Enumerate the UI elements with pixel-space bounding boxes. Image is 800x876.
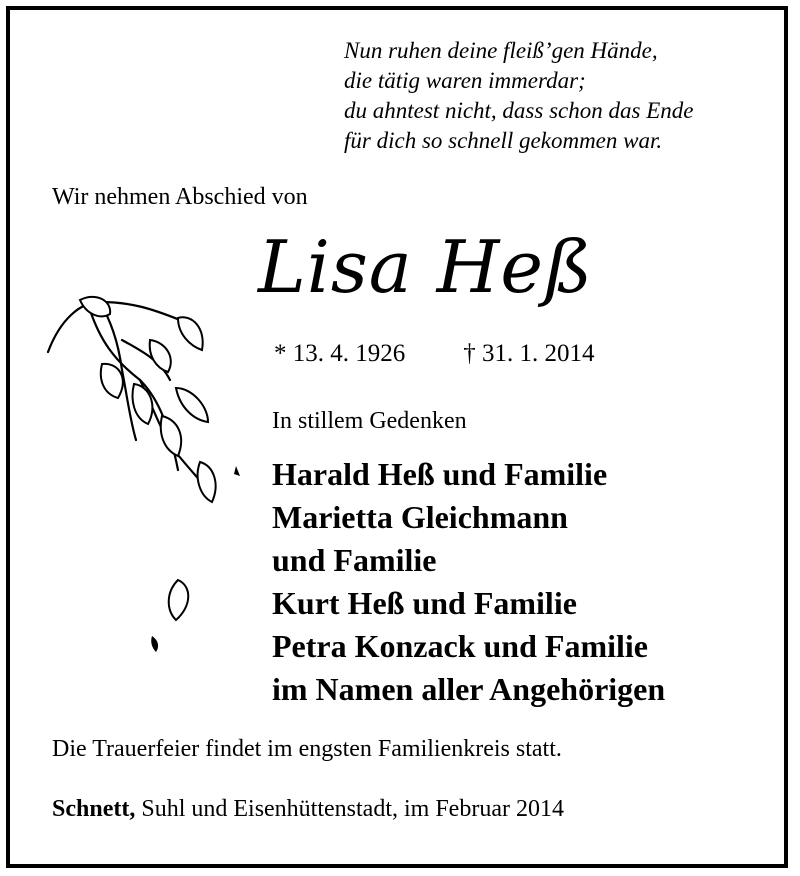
birth-date: * 13. 4. 1926 — [274, 340, 406, 367]
mourners-list — [272, 453, 665, 711]
mourner-line: Harald Heß und Familie — [272, 456, 608, 492]
poem-line: für dich so schnell gekommen war. — [344, 128, 663, 153]
location-rest: Suhl und Eisenhüttenstadt, im Februar 2014 — [135, 796, 564, 822]
poem — [344, 36, 693, 156]
location-bold: Schnett, — [52, 796, 136, 822]
poem-line: Nun ruhen deine fleiß’gen Hände, — [344, 38, 658, 63]
memorial-text: In stillem Gedenken — [272, 408, 467, 434]
poem-line: du ahntest nicht, dass schon das Ende — [344, 98, 694, 123]
poem-line: die tätig waren immerdar; — [344, 68, 586, 93]
mourner-line: im Namen aller Angehörigen — [272, 671, 666, 707]
mourner-line: Kurt Heß und Familie — [272, 585, 577, 621]
death-date: † 31. 1. 2014 — [463, 340, 595, 367]
life-dates — [274, 340, 595, 368]
intro-text: Wir nehmen Abschied von — [52, 184, 308, 210]
funeral-note: Die Trauerfeier findet im engsten Familienkreis statt. — [52, 736, 562, 762]
mourner-line: Petra Konzack und Familie — [272, 628, 648, 664]
deceased-name: Lisa Heß — [258, 225, 594, 309]
birch-branch-icon — [40, 280, 260, 680]
mourner-line: und Familie — [272, 542, 437, 578]
mourner-line: Marietta Gleichmann — [272, 499, 568, 535]
location-date-line — [52, 796, 564, 823]
